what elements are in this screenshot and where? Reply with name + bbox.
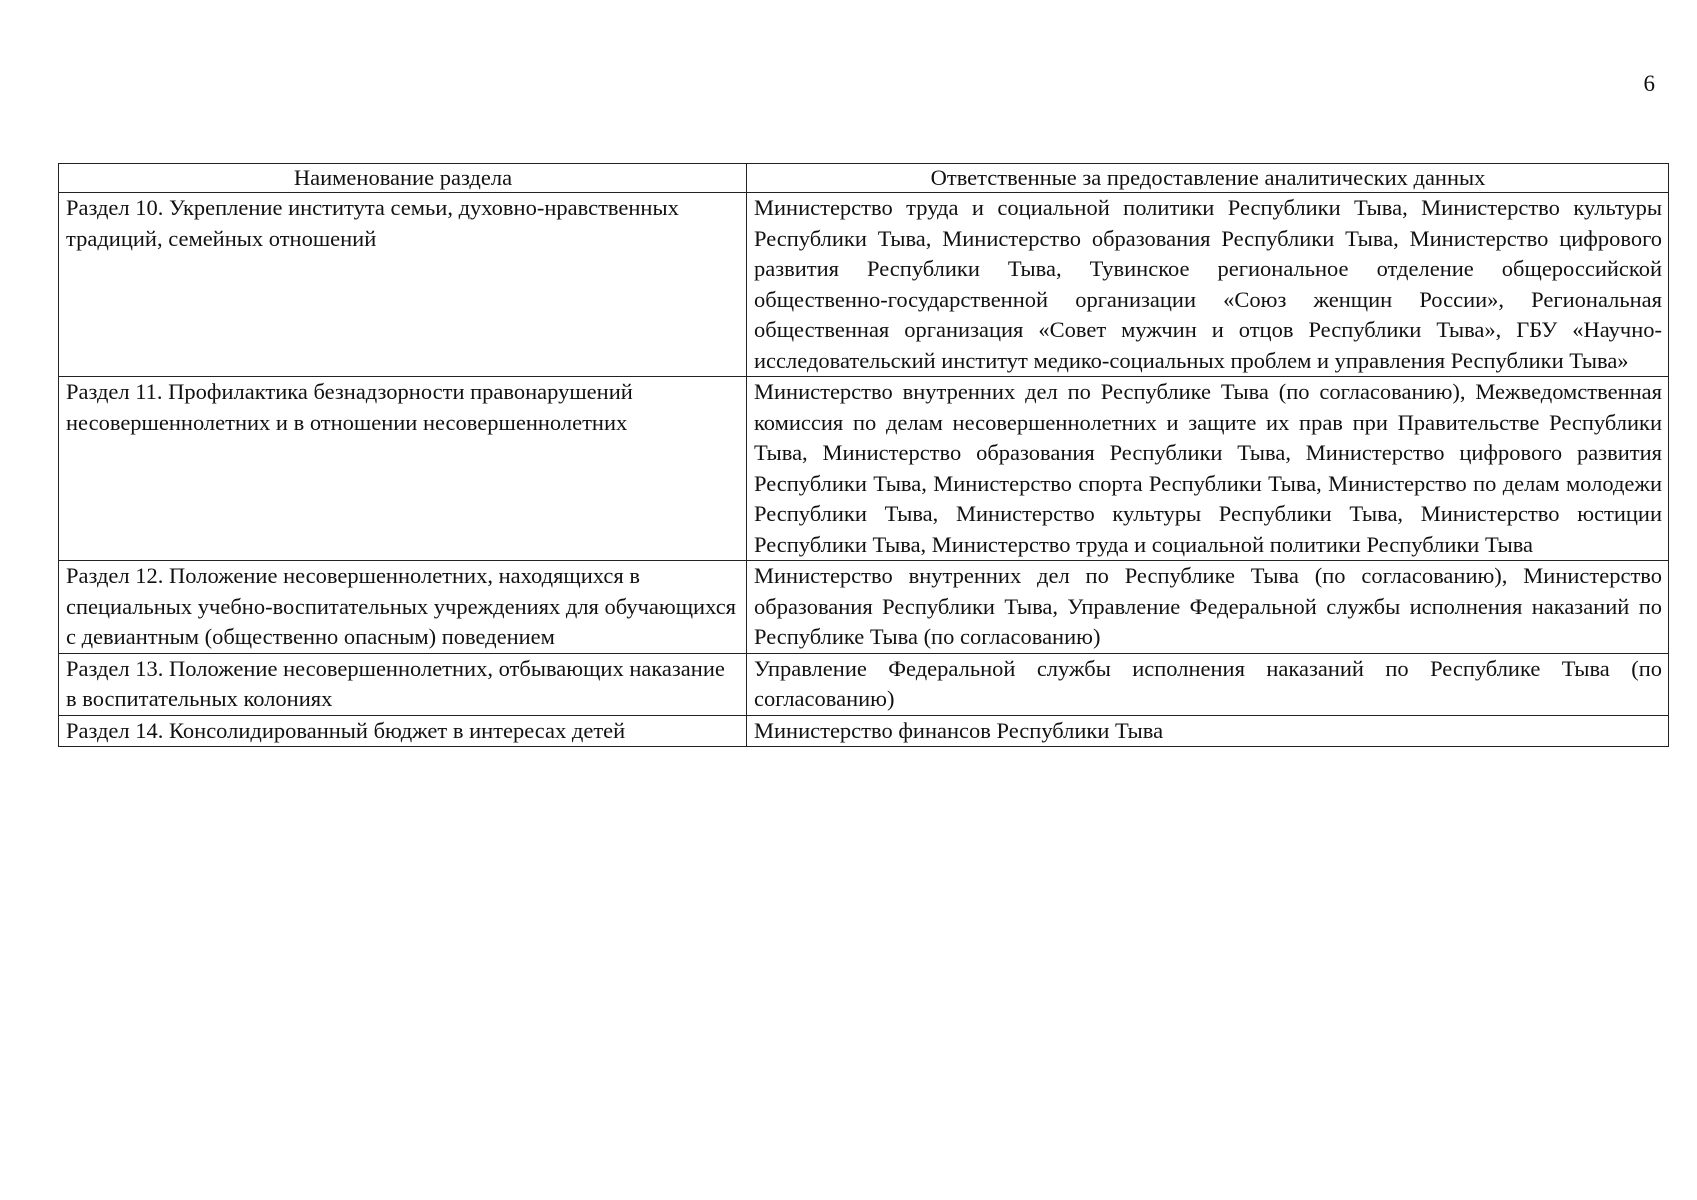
section-cell: Раздел 14. Консолидированный бюджет в интересах детей	[59, 715, 747, 747]
table-row	[59, 561, 1669, 654]
section-cell: Раздел 11. Профилактика безнадзорности правонарушений несовершеннолетних и в отношении несовершеннолетних	[59, 377, 747, 561]
page-number: 6	[1643, 71, 1655, 96]
section-cell: Раздел 12. Положение несовершеннолетних, находящихся в специальных учебно-воспитательных учреждениях для обучающихся с девиантным (общественно опасным) поведением	[59, 561, 747, 654]
table-header-row	[59, 164, 1669, 193]
responsibility-table-container	[58, 163, 1668, 747]
header-responsible: Ответственные за предоставление аналитических данных	[747, 164, 1669, 193]
section-cell: Раздел 13. Положение несовершеннолетних, отбывающих наказание в воспитательных колониях	[59, 653, 747, 715]
section-cell: Раздел 10. Укрепление института семьи, духовно-нравственных традиций, семейных отношений	[59, 193, 747, 377]
responsible-cell: Министерство финансов Республики Тыва	[747, 715, 1669, 747]
table-row	[59, 377, 1669, 561]
table-row	[59, 653, 1669, 715]
table-row	[59, 193, 1669, 377]
responsible-cell: Министерство внутренних дел по Республике Тыва (по согласованию), Межведомственная комиссия по делам несовершеннолетних и защите их прав при Правительстве Республики Тыва, Министерство образования Республики Тыва, Министерство цифрового развития Республики Тыва, Министерство спорта Республики Тыва, Министерство по делам молодежи Республики Тыва, Министерство культуры Республики Тыва, Министерство юстиции Республики Тыва, Министерство труда и социальной политики Республики Тыва	[747, 377, 1669, 561]
responsible-cell: Управление Федеральной службы исполнения наказаний по Республике Тыва (по согласованию)	[747, 653, 1669, 715]
responsible-cell: Министерство внутренних дел по Республике Тыва (по согласованию), Министерство образования Республики Тыва, Управление Федеральной службы исполнения наказаний по Республике Тыва (по согласованию)	[747, 561, 1669, 654]
table-row	[59, 715, 1669, 747]
responsible-cell: Министерство труда и социальной политики Республики Тыва, Министерство культуры Республики Тыва, Министерство образования Республики Тыва, Министерство цифрового развития Республики Тыва, Тувинское региональное отделение общероссийской общественно-государственной организации «Союз женщин России», Региональная общественная организация «Совет мужчин и отцов Республики Тыва», ГБУ «Научно-исследовательский институт медико-социальных проблем и управления Республики Тыва»	[747, 193, 1669, 377]
responsibility-table	[58, 163, 1669, 747]
header-section-name: Наименование раздела	[59, 164, 747, 193]
